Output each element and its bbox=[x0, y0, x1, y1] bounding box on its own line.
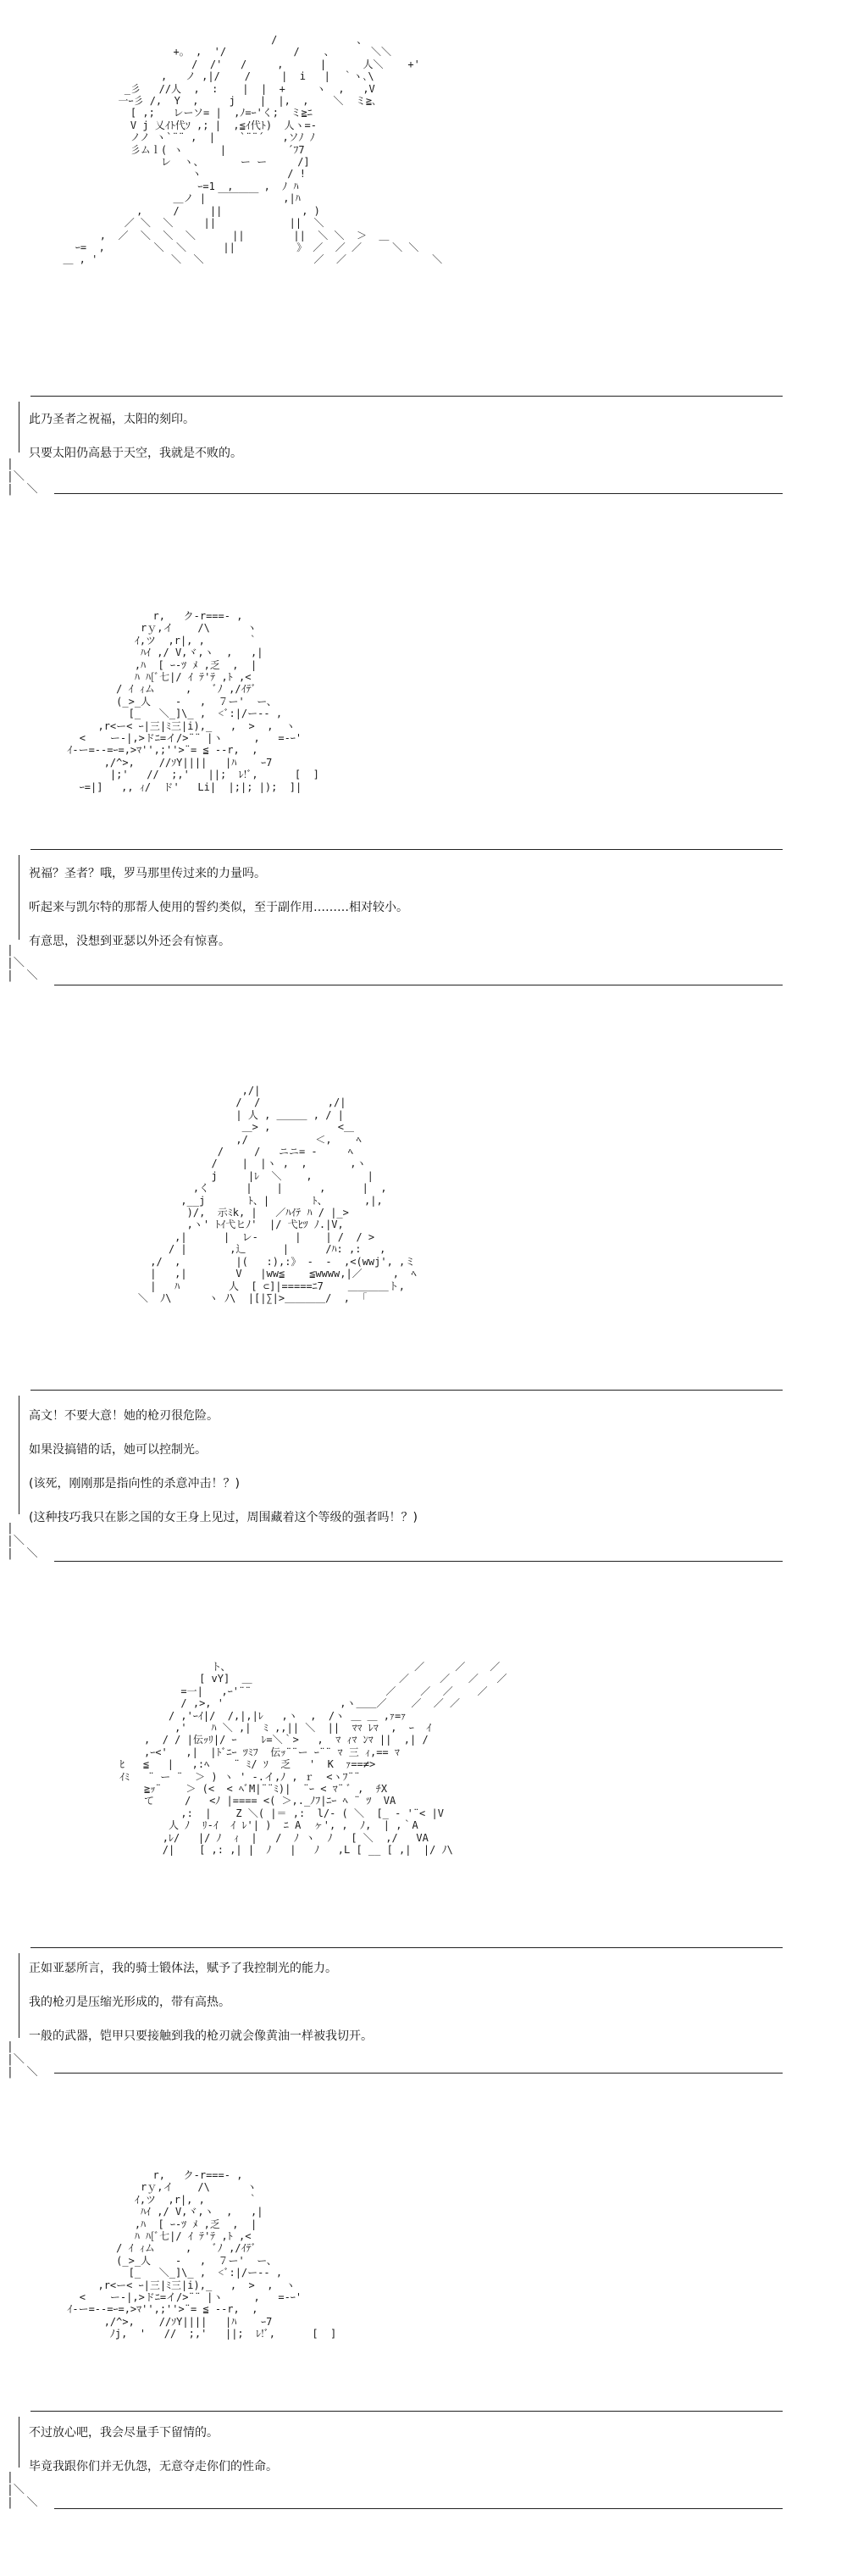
ascii-art-woman-grinning: r, ク-r===- , rｙ,イ /\ ヽ ｲ,ツ ,r|, , ｀ ﾊｲ ,/ V,ヾ,ヽ , ,| ,ﾊ [ ｰ-ﾂ ﾒ ,乏 , | ﾊ ﾊ[ﾞ七|/ ｲ ﾃ'ﾃ ,ﾄ ,< / ｲ ｨム , ﾞﾉ ,/ｲﾃﾞ (_>_人 - , ７ー' ー、 [_ ＼_]\_ , <ﾞ:|/ー-- , ,r<ー< ｰ|三|ﾐ三|i),_ , > , ヽ < ー-|,>ドﾆ=イ/>¨¨ |ヽ , =-ｰ' ｲ-ー=--=ｰ=,>ﾏ'',;''>¨= ≦ --r, , ,/^>, //ｿY|||| |ﾊ ｰ7 ﾉj, ' // ;,' ||; ﾚ!ﾞ, [ ] bbox=[67, 2169, 337, 2340]
divider-top bbox=[30, 1390, 783, 1391]
dialogue-tail: | |＼ | ＼ bbox=[7, 1522, 38, 1560]
dialogue-line: 此乃圣者之祝福，太阳的刻印。 bbox=[29, 413, 195, 426]
divider-top bbox=[30, 396, 783, 397]
divider-bottom bbox=[54, 1561, 783, 1562]
ascii-art-hero-smiling: / 、 +。 , '/ / 、 ＼＼ / /' / , | 人＼ +' , ノ ,|/ / | i | ｀ヽ､\ _彡 //人 , : | | + ヽ , ,V 一ｰ彡 /, Y , j | |, , ＼ ミ≧､ [ ,; レーソ= | ,ﾉ=ｰ'く; ミ≧ﾆ V j 乂ｲﾄ代ｿ ,; | ,≦ｲ代ﾄ) 人ヽ=- ノノ ヽ`¨¨ , | `¨¨´ ,ソﾉ ﾉ 彡ムｌ( ヽ | ´ﾌ7 レ ヽ、 ー ー /] ヽ / ! ｰ=1 , , ﾉ ﾊ ＿ノ | ￣￣￣￣ ,|ﾊ , / || , ) ／ ＼ ＼ || || ＼ , ／ ＼ ＼ ＼ || || ＼ ＼ ＞ ＿ ｰ= , ＼ ＼ || 》 ／ ／ ／ ＼ ＼ ＿ , ' ＼ ＼ ／ ／ ＼ bbox=[63, 34, 443, 266]
divider-top bbox=[30, 2411, 783, 2412]
panel-4 bbox=[0, 1593, 847, 2135]
divider-bottom bbox=[54, 2508, 783, 2509]
divider-top bbox=[30, 1947, 783, 1948]
dialogue-line: 有意思，没想到亚瑟以外还会有惊喜。 bbox=[29, 935, 230, 948]
dialogue-line: 只要太阳仍高悬于天空，我就是不败的。 bbox=[29, 447, 242, 460]
panel-3 bbox=[0, 1008, 847, 1593]
dialogue-line: (该死，刚刚那是指向性的杀意冲击！？) bbox=[29, 1477, 240, 1491]
dialogue-line: 一般的武器，铠甲只要接触到我的枪刃就会像黄油一样被我切开。 bbox=[29, 2029, 373, 2043]
dialogue-line: 毕竟我跟你们并无仇怨，无意夺走你们的性命。 bbox=[29, 2460, 278, 2473]
divider-bottom bbox=[54, 493, 783, 494]
ascii-art-knight-with-lance: ト、 ／ ／ ／ [ vY] ＿ ／ ／ ／ ／ =一| ,ｰ'¨¨ ／ ／ ／ ／ / ,>, ' ,ヽ＿＿／ ／ ／ ／ / ,'ｰｲ|/ /,|,|ﾚ ,ヽ , /ヽ ＿ ＿ ,ｧ=ｧ ,' ﾊ ＼ ,| ﾐ ,,|| ＼ || ﾏﾏ ﾚﾏ , ｰ ｲ , / / |伝ｯﾘ|/ ｰ ﾚ=＼｀> , ﾏ ｨﾏ ﾝﾏ || ,| / ,ｰ<' ,| |ﾄﾞﾆｰ ﾂﾐﾌ 伝ｯ¨¨ー ｰ¨¨ ﾏ 三 ｨ,== ﾏ ﾋ ≦ | ,:ﾍ ¨ ﾐ/ ｿ 乏 ' K ｧ==≠> ｲﾐ ¨ ー ¨ ＞ ) ヽ ' -.イ,ﾉ , ｒ <ヽﾌ¨¨ ≧ｯ¨ ＞ (< < ﾍﾞM|¨¨ﾐ)| ¨ｰ < ﾏ¨ ﾞ , ﾁX て / <ﾉ |==== <( ＞,._ﾉﾌ|ﾆｰ ﾍ ¨ ﾂ VA ,: | Z ＼( |＝ ,: l/- ( ＼ [_ - '¨< |V 人 ﾉ ﾘ-ｲ ｲ ﾚ'| ) ﾆ A ヶ', , ﾉ, | ,｀A ,ﾚ/ |/ ﾉ ｨ | / ﾉ ヽ ﾉ [ ＼ ,/ VA /| [ ,: ,| | ﾉ | ﾉ ,L [ __ [ ,| |/ ﾉ\ bbox=[119, 1661, 507, 1857]
ascii-art-armored-figure: ,/| / / ,/| | 人 , ＿＿＿ , / | ＿> , <＿ ,/ ＜, ﾍ / / ニニ= - ﾍ / | |ヽ , , ,ヽ j |ﾚ ＼ , | ,く | | , | , ,__j ﾄ、| ﾄ、 ,|, )/, 示ﾐk, | ／ﾊｲﾃ ﾊ / |_> ,ヽ' ﾄｲ弋ヒﾉ' |/ 弋ﾋﾂ ﾉ.|V, ,| | レ- | | / / > / | ,辶 | /ﾊ: ,: , ,/ , |( :),:》 - - ,<(wwj', ,ミ | ,| V |ww≦ ≦wwww,|／ , ﾍ | ﾊ 人 [ ⊂]|=====ﾆ7 ＿＿＿＿ト, ＼ ﾉ\ ヽ ﾉ\ |[|∑|>＿＿＿＿/ , ｢ bbox=[137, 1085, 417, 1304]
dialogue-line: 听起来与凯尔特的那帮人使用的誓约类似，至于副作用………相对较小。 bbox=[29, 901, 408, 914]
dialogue-tail: | |＼ | ＼ bbox=[7, 944, 38, 982]
dialogue-line: 祝福？圣者？哦，罗马那里传过来的力量吗。 bbox=[29, 867, 266, 880]
ascii-art-woman-grinning: r, ク-r===- , rｙ,イ /\ ヽ ｲ,ツ ,r|, , ｀ ﾊｲ ,/ V,ヾ,ヽ , ,| ,ﾊ [ ｰ-ﾂ ﾒ ,乏 , | ﾊ ﾊ[ﾞ七|/ ｲ ﾃ'ﾃ ,ﾄ ,< / ｲ ｨム , ﾞﾉ ,/ｲﾃﾞ (_>_人 - , ７ー' ー、 [_ ＼_]\_ , <ﾞ:|/ー-- , ,r<ー< ｰ|三|ﾐ三|i),_ , > , ヽ < ー-|,>ドﾆ=イ/>¨¨ |ヽ , =-ｰ' ｲ-ー=--=ｰ=,>ﾏ'',;''>¨= ≦ --r, , ,/^>, //ｿY|||| |ﾊ ｰ7 |;' // ;,' ||; ﾚ!ﾞ, [ ] ｰ=|] ,, ｨ/ ド' Li| |;|; |); ]| bbox=[67, 610, 319, 793]
dialogue-tail: | |＼ | ＼ bbox=[7, 458, 38, 496]
divider-bottom bbox=[54, 2073, 783, 2074]
dialogue-line: 高文！不要大意！她的枪刃很危险。 bbox=[29, 1409, 219, 1423]
dialogue-line: 正如亚瑟所言，我的骑士锻体法，赋予了我控制光的能力。 bbox=[29, 1962, 337, 1975]
dialogue-line: (这种技巧我只在影之国的女王身上见过，周围藏着这个等级的强者吗！？) bbox=[29, 1511, 418, 1524]
panel-2 bbox=[0, 500, 847, 1008]
dialogue-line: 如果没搞错的话，她可以控制光。 bbox=[29, 1443, 207, 1457]
panel-5 bbox=[0, 2135, 847, 2576]
dialogue-line: 我的枪刃是压缩光形成的，带有高热。 bbox=[29, 1996, 230, 2009]
dialogue-tail: | |＼ | ＼ bbox=[7, 2471, 38, 2509]
dialogue-tail: | |＼ | ＼ bbox=[7, 2040, 38, 2079]
panel-1 bbox=[0, 0, 847, 500]
divider-top bbox=[30, 849, 783, 850]
dialogue-line: 不过放心吧，我会尽量手下留情的。 bbox=[29, 2426, 219, 2440]
